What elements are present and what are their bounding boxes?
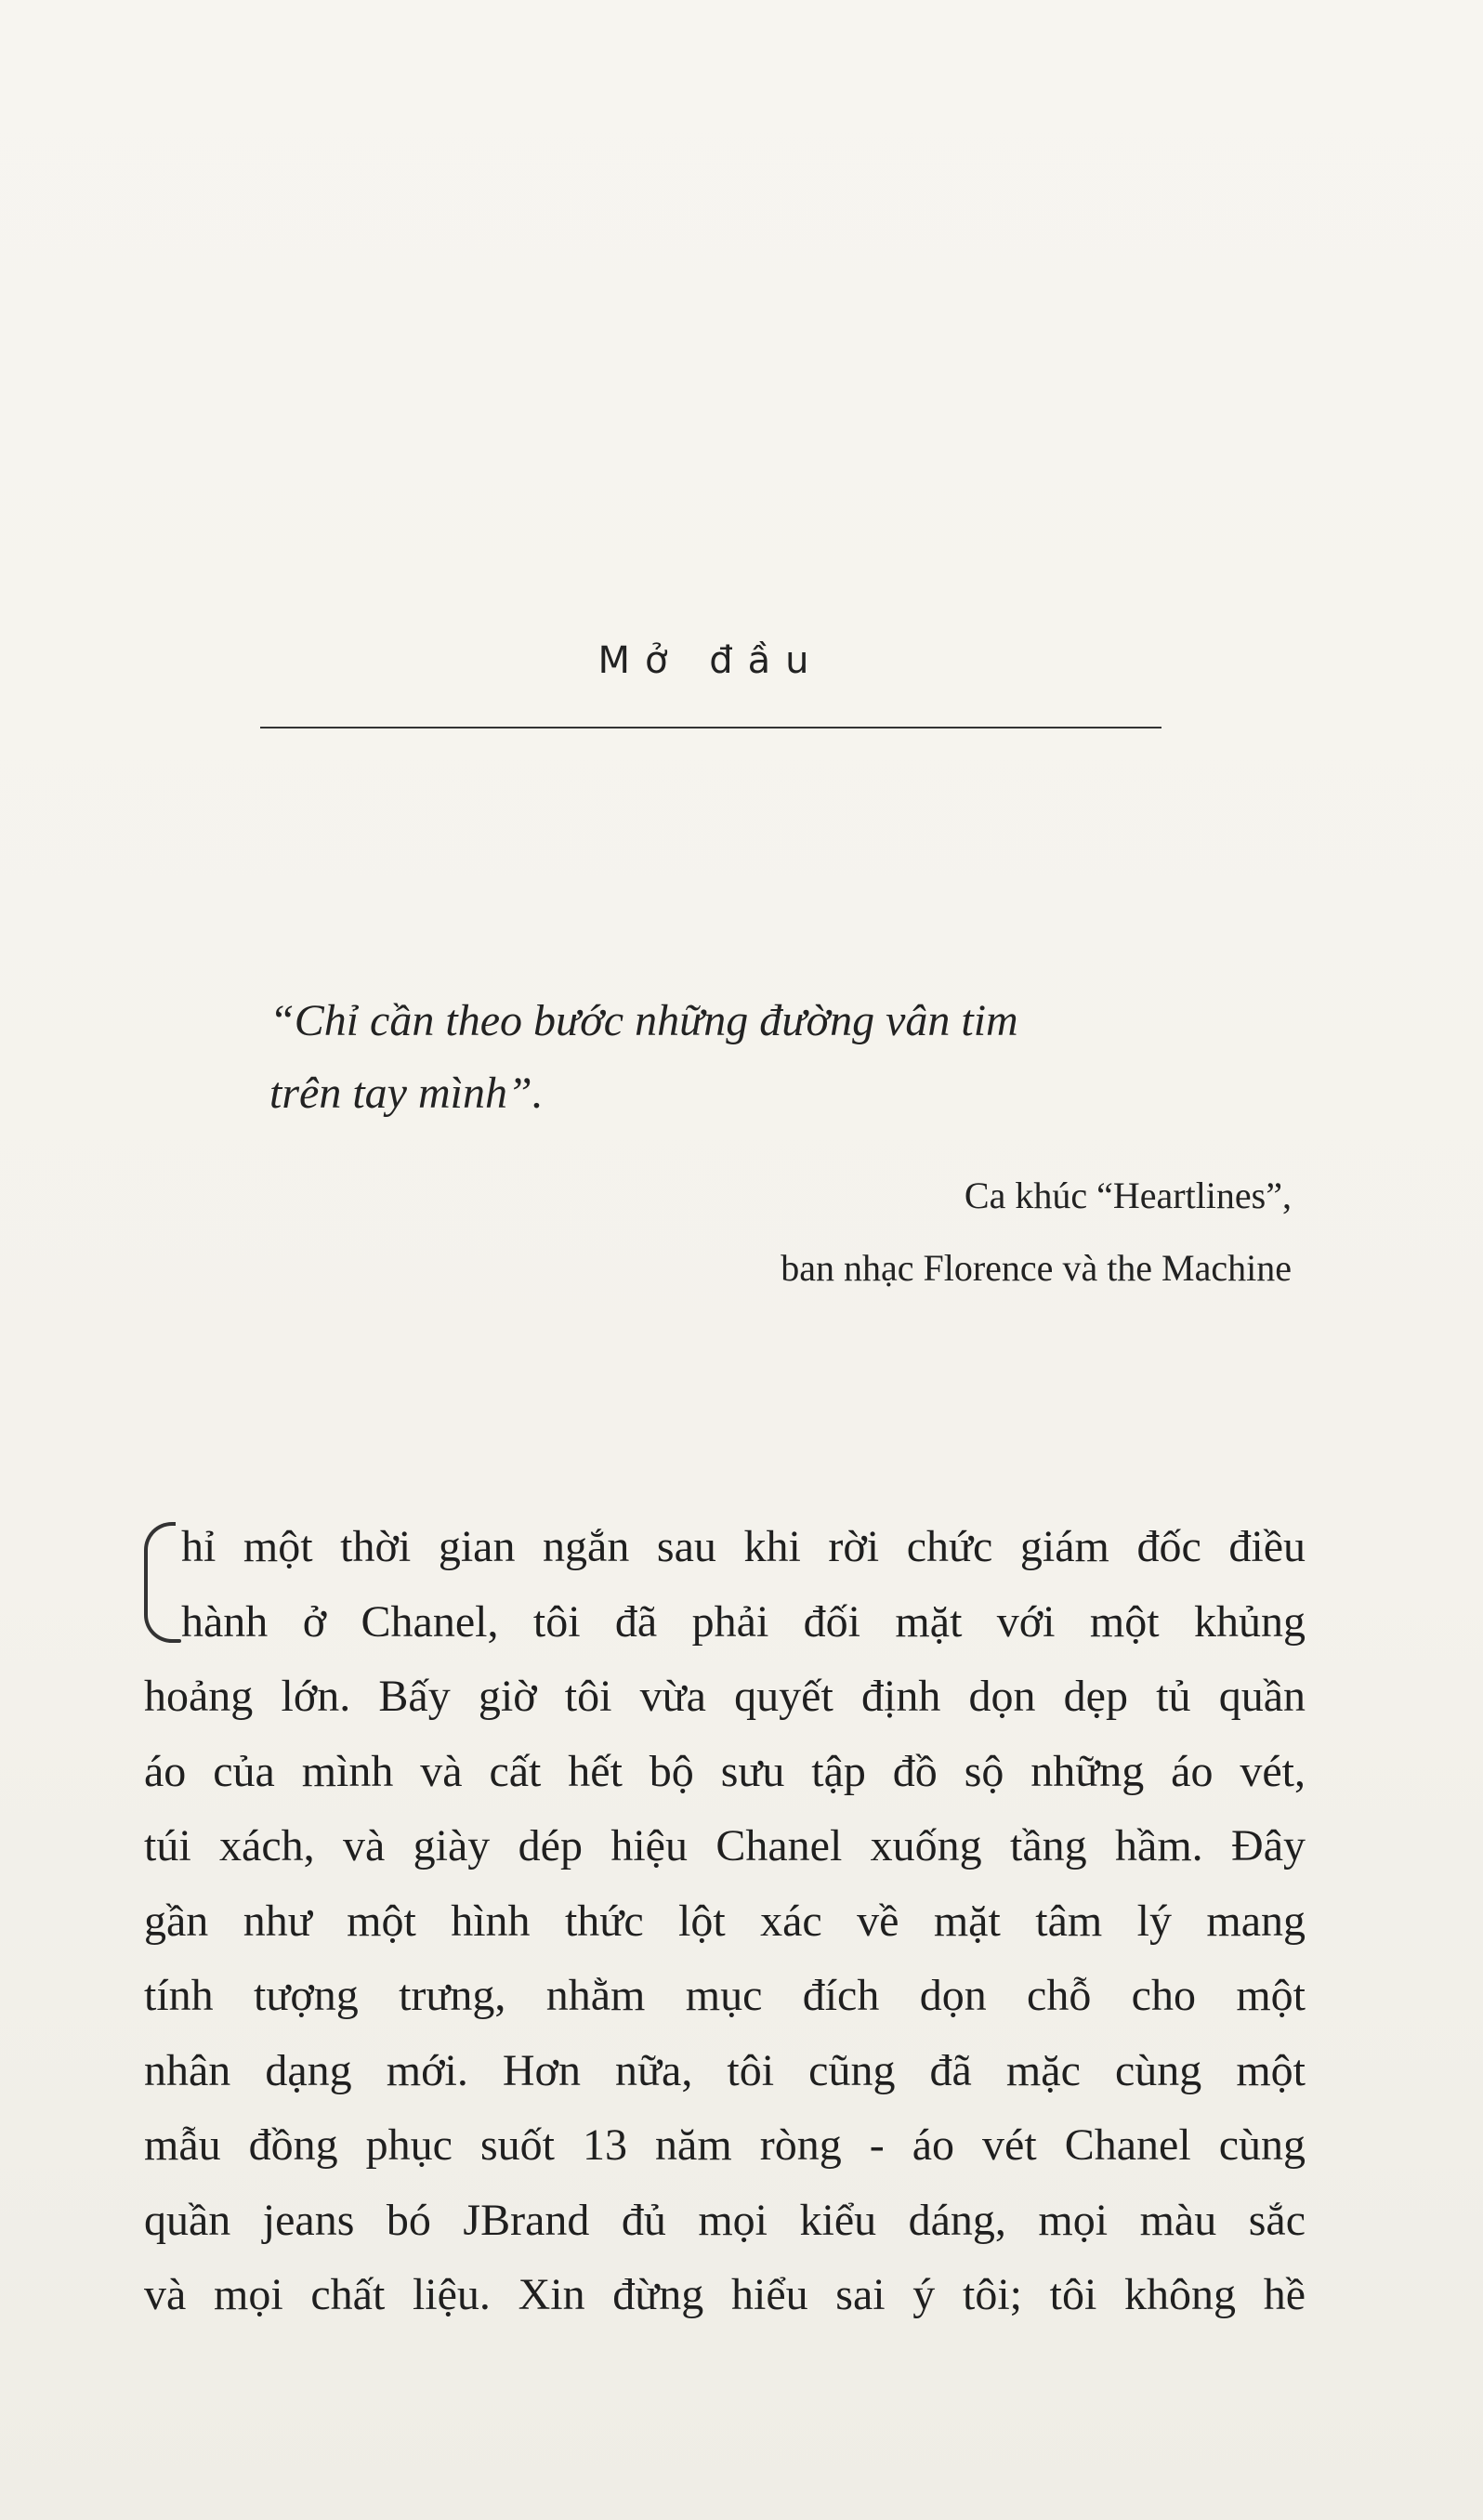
attribution-line: ban nhạc Florence và the Machine (781, 1247, 1292, 1289)
body-line: hỉ một thời gian ngắn sau khi rời chức giám đốc điều (181, 1522, 1306, 1571)
body-line: quần jeans bó JBrand đủ mọi kiểu dáng, mọi màu sắc (144, 2195, 1306, 2245)
body-line: gần như một hình thức lột xác về mặt tâm lý mang (144, 1896, 1306, 1946)
body-line: nhân dạng mới. Hơn nữa, tôi cũng đã mặc cùng một (144, 2045, 1306, 2095)
epigraph-line: “Chỉ cần theo bước những đường vân tim (269, 996, 1018, 1045)
epigraph-attribution (455, 1160, 1292, 1305)
title-rule (260, 727, 1161, 728)
attribution-line: Ca khúc “Heartlines”, (964, 1175, 1292, 1216)
body-line: áo của mình và cất hết bộ sưu tập đồ sộ những áo vét, (144, 1746, 1306, 1796)
body-line: và mọi chất liệu. Xin đừng hiểu sai ý tôi; tôi không hề (144, 2270, 1306, 2319)
body-line: hoảng lớn. Bấy giờ tôi vừa quyết định dọn dẹp tủ quần (144, 1672, 1306, 1721)
chapter-title: Mở đầu (597, 639, 824, 682)
body-line: túi xách, và giày dép hiệu Chanel xuống tầng hầm. Đây (144, 1821, 1306, 1870)
body-paragraph (144, 1510, 1306, 2333)
body-line: tính tượng trưng, nhằm mục đích dọn chỗ cho một (144, 1971, 1306, 2020)
body-line: hành ở Chanel, tôi đã phải đối mặt với một khủng (181, 1596, 1306, 1647)
epigraph-line: trên tay mình”. (269, 1069, 544, 1118)
epigraph-quote (269, 985, 1292, 1130)
body-line: mẫu đồng phục suốt 13 năm ròng - áo vét Chanel cùng (144, 2120, 1306, 2170)
